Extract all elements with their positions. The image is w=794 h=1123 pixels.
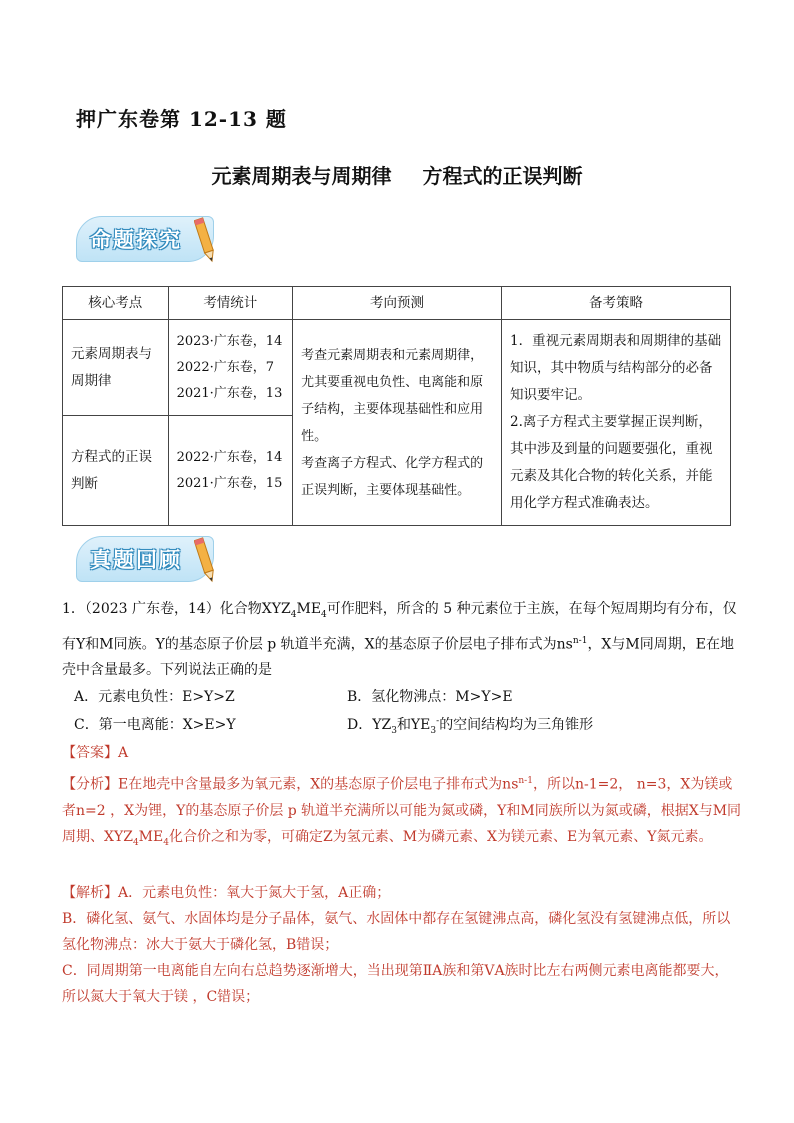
option-a: A．元素电负性：E>Y>Z [74, 689, 235, 705]
table-row [63, 320, 731, 416]
strategy-text: 1．重视元素周期表和周期律的基础知识，其中物质与结构部分的必备知识要牢记。 [510, 333, 722, 403]
table-header: 考向预测 [293, 287, 502, 320]
stat-item: 2021·广东卷，13 [176, 385, 283, 401]
pencil-icon [194, 534, 218, 588]
option-b: B．氢化物沸点：M>Y>E [347, 689, 513, 705]
option-d: D．$YZ_3$和$YE_3^-$的空间结构均为三角锥形 [347, 716, 594, 736]
pencil-icon [194, 214, 218, 268]
strategy-text: 2.离子方程式主要掌握正误判断，其中涉及到量的问题要强化，重视元素及其化合物的转化关系，并能用化学方程式准确表达。 [510, 414, 713, 511]
solution: 【解析】A．元素电负性：氧大于氮大于氢，A正确； B．磷化氢、氨气、水固体均是分子晶体，氨气、水固体中都存在氢键沸点高，磷化氢没有氢键沸点低，所以氢化物沸点：冰大于氨大于磷化氢，B错误； C．同周期第一电离能自左向右总趋势逐渐增大，当出现第ⅡA族和第ⅤA族时比左右两侧元素电离能都要大，所以氮大于氧大于镁 ，C错误； [62, 880, 742, 1010]
solution-c: C．同周期第一电离能自左向右总趋势逐渐增大，当出现第ⅡA族和第ⅤA族时比左右两侧元素电离能都要大，所以氮大于氧大于镁 ，C错误； [62, 963, 729, 1005]
table-header: 备考策略 [502, 287, 731, 320]
topic-cell: 元素周期表与周期律 [63, 320, 169, 416]
stats-cell [168, 320, 292, 416]
stat-item: 2021·广东卷，15 [176, 475, 283, 491]
analysis: 【分析】E在地壳中含量最多为氧元素，X的基态原子价层电子排布式为$ns^{n-1}$，所以n-1=2， n=3，X为镁或者n=2 ，X为锂，Y的基态原子价层 p 轨道半充满所以可能为氮或磷，Y和M同族所以为氮或磷，根据X与M同周期、$XYZ_4ME_4$化合价之和为零，可确定Z为氢元素、M为磷元素、X为镁元素、E为氧元素、Y氮元素。 [62, 776, 742, 848]
topic-cell: 方程式的正误判断 [63, 416, 169, 526]
stats-cell [168, 416, 292, 526]
stat-item: 2023·广东卷，14 [176, 333, 283, 349]
prediction-text: 考查离子方程式、化学方程式的正误判断，主要体现基础性。 [301, 455, 484, 498]
question-stem: 1．（2023 广东卷，14）化合物$XYZ_4ME_4$可作肥料，所含的 5 种元素位于主族，在每个短周期均有分布，仅有Y和M同族。Y的基态原子价层 p 轨道半充满，X的基态原子价层电子排布式为$ns^{n-1}$，X与M同周期，E在地壳中含量最多。下列说法正确的是 [62, 601, 737, 679]
exam-analysis-table [62, 286, 731, 526]
solution-b: B．磷化氢、氨气、水固体均是分子晶体，氨气、水固体中都存在氢键沸点高，磷化氢没有氢键沸点低，所以氢化物沸点：冰大于氨大于磷化氢，B错误； [62, 911, 731, 953]
subtitle-periodic-table: 元素周期表与周期律 [211, 164, 392, 188]
page-title: 押广东卷第 12-13 题 [76, 107, 287, 131]
strategy-cell [502, 320, 731, 526]
page-subtitle [0, 160, 794, 189]
section-badge-explore [70, 212, 220, 266]
answer: 【答案】A [62, 745, 129, 761]
section-badge-review [70, 532, 220, 586]
table-header: 核心考点 [63, 287, 169, 320]
badge-label: 真题回顾 [90, 548, 182, 572]
table-header: 考情统计 [168, 287, 292, 320]
badge-label: 命题探究 [90, 228, 182, 252]
prediction-cell [293, 320, 502, 526]
subtitle-equations: 方程式的正误判断 [422, 164, 583, 188]
table-header-row [63, 287, 731, 320]
prediction-text: 考查元素周期表和元素周期律，尤其要重视电负性、电离能和原子结构，主要体现基础性和应用性。 [301, 347, 484, 444]
stat-item: 2022·广东卷，14 [176, 449, 283, 465]
option-c: C．第一电离能：X>E>Y [74, 717, 236, 733]
stat-item: 2022·广东卷，7 [176, 359, 275, 375]
